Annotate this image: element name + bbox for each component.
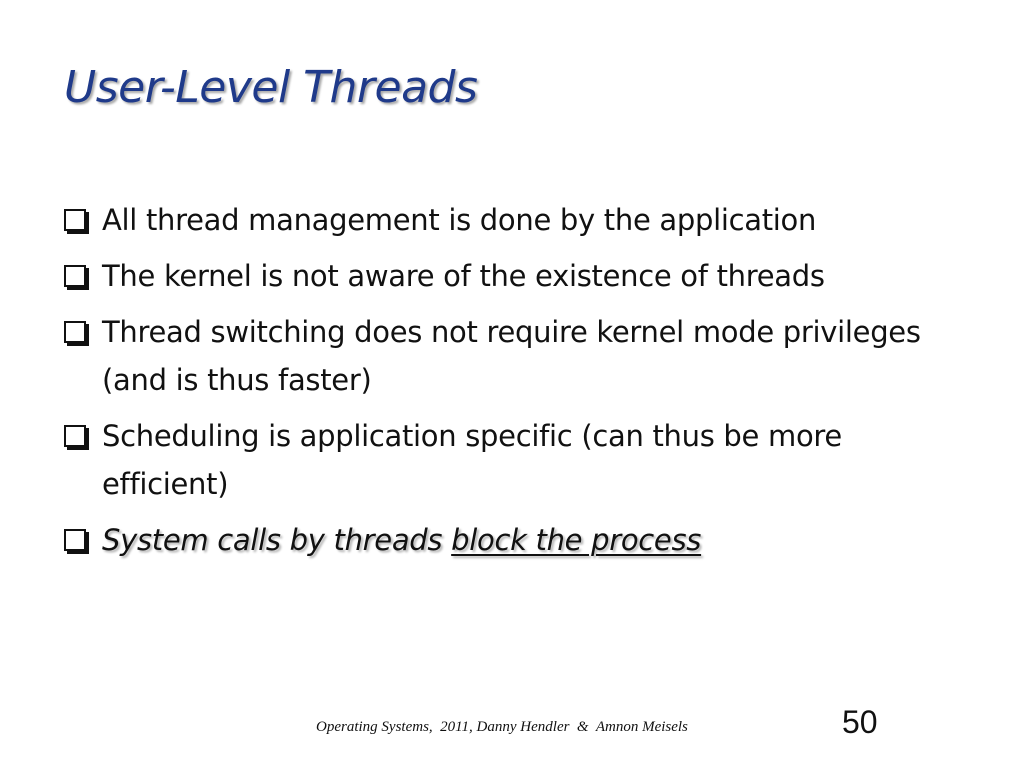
checkbox-icon — [64, 321, 86, 343]
bullet-item — [64, 196, 964, 244]
bullet-item — [64, 252, 964, 300]
bullet-item-emphasized — [64, 516, 964, 564]
checkbox-icon — [64, 265, 86, 287]
bullet-list — [64, 196, 964, 572]
bullet-text: Scheduling is application specific (can thus be more efficient) — [102, 419, 842, 501]
bullet-text: Thread switching does not require kernel mode privileges (and is thus faster) — [102, 315, 921, 397]
bullet-text — [102, 516, 964, 564]
bullet-item — [64, 412, 964, 508]
checkbox-icon — [64, 529, 86, 551]
checkbox-icon — [64, 209, 86, 231]
bullet-text: The kernel is not aware of the existence of threads — [102, 259, 825, 293]
bullet-text-plain: System calls by threads — [102, 523, 452, 557]
slide-footer: Operating Systems, 2011, Danny Hendler & Amnon Meisels — [316, 719, 688, 735]
bullet-text-underlined: block the process — [451, 523, 702, 557]
bullet-item — [64, 308, 964, 404]
checkbox-icon — [64, 425, 86, 447]
slide-title: User-Level Threads — [64, 62, 478, 113]
bullet-text: All thread management is done by the application — [102, 203, 817, 237]
page-number: 50 — [842, 704, 878, 740]
